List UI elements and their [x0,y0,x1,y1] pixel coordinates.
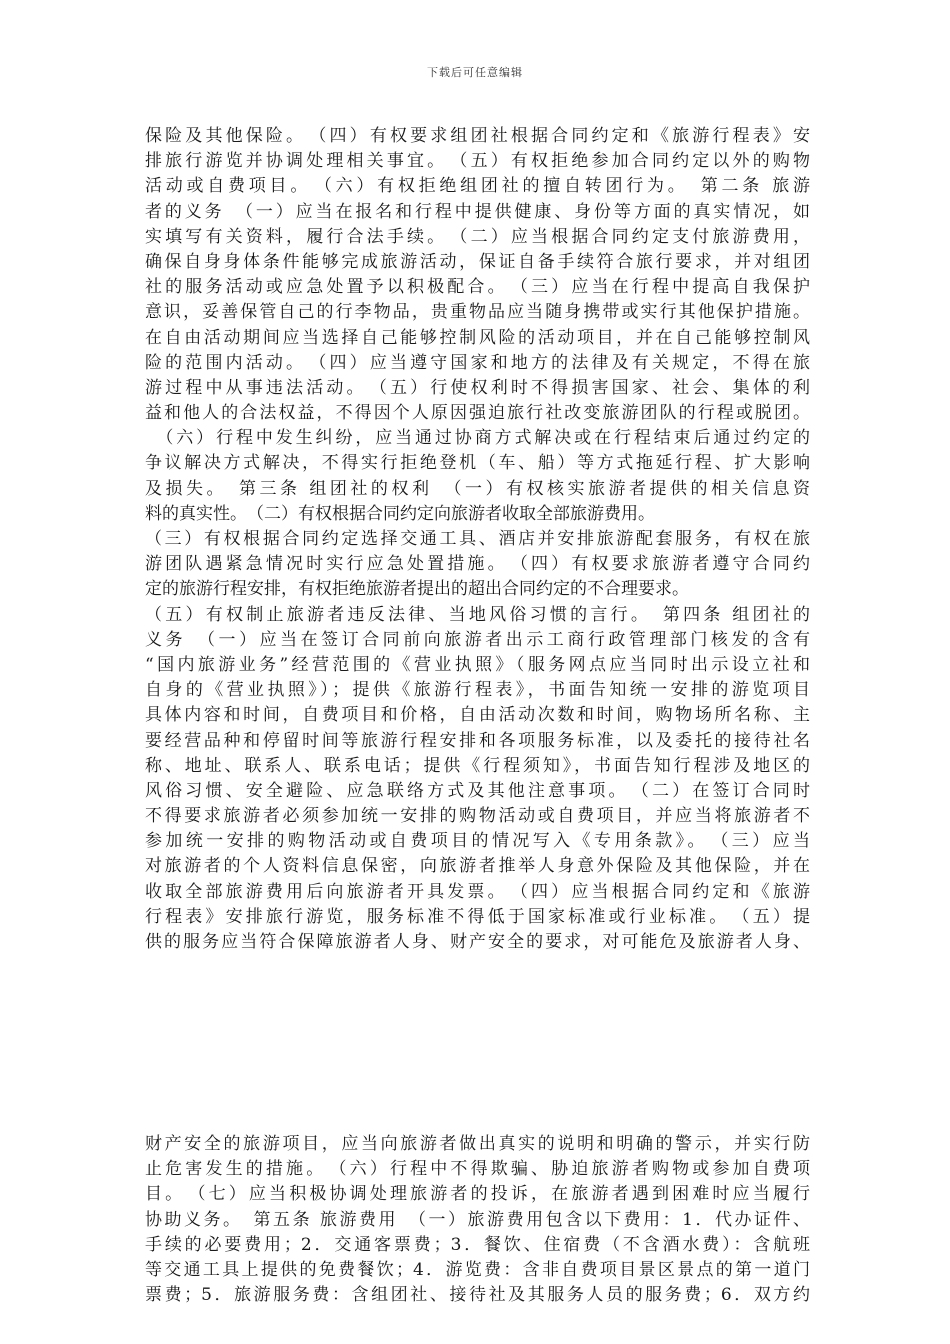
text-line: 实填写有关资料，履行合法手续。 （二）应当根据合同约定支付旅游费用， [145,226,810,247]
text-line: 在自由活动期间应当选择自己能够控制风险的活动项目，并在自己能够控制风 [145,327,810,348]
text-line: 收取全部旅游费用后向旅游者开具发票。 （四）应当根据合同约定和《旅游 [145,881,810,902]
text-line: 要经营品种和停留时间等旅游行程安排和各项服务标准，以及委托的接待社名 [145,730,810,751]
text-line: 及损失。 第三条 组团社的权利 （一）有权核实旅游者提供的相关信息资 [145,478,810,499]
text-line: 称、地址、联系人、联系电话；提供《行程须知》，书面告知行程涉及地区的 [145,755,810,776]
body-text-block-1 [145,124,810,955]
page-header: 下载后可任意编辑 [427,66,523,79]
text-line: 不得要求旅游者必须参加统一安排的购物活动或自费项目，并应当将旅游者不 [145,806,810,827]
text-line: “国内旅游业务”经营范围的《营业执照》（服务网点应当同时出示设立社和 [145,654,810,675]
text-line: 益和他人的合法权益，不得因个人原因强迫旅行社改变旅游团队的行程或脱团。 [145,403,810,424]
text-line: 社的服务活动或应急处置予以积极配合。 （三）应当在行程中提高自我保护 [145,277,810,298]
text-line: 排旅行游览并协调处理相关事宜。 （五）有权拒绝参加合同约定以外的购物 [145,151,810,172]
text-line: 行程表》安排旅行游览，服务标准不得低于国家标准或行业标准。 （五）提 [145,906,810,927]
text-line: 目。 （七）应当积极协调处理旅游者的投诉，在旅游者遇到困难时应当履行 [145,1184,810,1205]
text-line: （六）行程中发生纠纷，应当通过协商方式解决或在行程结束后通过约定的 [145,428,810,449]
text-line: （五）有权制止旅游者违反法律、当地风俗习惯的言行。 第四条 组团社的 [145,604,810,625]
text-line: 协助义务。 第五条 旅游费用 （一）旅游费用包含以下费用：1．代办证件、 [145,1209,810,1230]
text-line: 具体内容和时间，自费项目和价格，自由活动次数和时间，购物场所名称、主 [145,705,810,726]
text-line: 止危害发生的措施。 （六）行程中不得欺骗、胁迫旅游者购物或参加自费项 [145,1159,810,1180]
text-line: 游团队遇紧急情况时实行应急处置措施。 （四）有权要求旅游者遵守合同约 [145,554,810,575]
text-line: 等交通工具上提供的免费餐饮；4．游览费：含非自费项目景区景点的第一道门 [145,1259,810,1280]
text-line: 票费；5．旅游服务费：含组团社、接待社及其服务人员的服务费；6．双方约 [145,1285,810,1306]
text-line: 险的范围内活动。 （四）应当遵守国家和地方的法律及有关规定，不得在旅 [145,352,810,373]
text-line: 手续的必要费用；2．交通客票费；3．餐饮、住宿费（不含酒水费）：含航班 [145,1234,810,1255]
text-line: 者的义务 （一）应当在报名和行程中提供健康、身份等方面的真实情况，如 [145,201,810,222]
text-line: 财产安全的旅游项目，应当向旅游者做出真实的说明和明确的警示，并实行防 [145,1134,810,1154]
text-line: 对旅游者的个人资料信息保密，向旅游者推举人身意外保险及其他保险，并在 [145,856,810,877]
text-line: （三）有权根据合同约定选择交通工具、酒店并安排旅游配套服务，有权在旅 [145,529,810,549]
text-line: 自身的《营业执照》）；提供《旅游行程表》，书面告知统一安排的游览项目 [145,680,810,701]
text-line: 保险及其他保险。 （四）有权要求组团社根据合同约定和《旅游行程表》安 [145,126,810,146]
text-line: 料的真实性。 （二）有权根据合同约定向旅游者收取全部旅游费用。 [145,503,655,524]
text-line: 参加统一安排的购物活动或自费项目的情况写入《专用条款》。 （三）应当 [145,831,810,852]
body-text-block-2 [145,1132,810,1308]
text-line: 意识，妥善保管自己的行李物品，贵重物品应当随身携带或实行其他保护措施。 [145,302,810,323]
text-line: 游过程中从事违法活动。 （五）行使权利时不得损害国家、社会、集体的利 [145,377,810,398]
text-line: 定的旅游行程安排，有权拒绝旅游者提出的超出合同约定的不合理要求。 [145,579,689,600]
text-line: 风俗习惯、安全避险、应急联络方式及其他注意事项。 （二）在签订合同时 [145,780,810,801]
text-line: 确保自身身体条件能够完成旅游活动，保证自备手续符合旅行要求，并对组团 [145,251,810,272]
text-line: 争议解决方式解决，不得实行拒绝登机（车、船）等方式拖延行程、扩大影响 [145,453,810,474]
text-line: 活动或自费项目。 （六）有权拒绝组团社的擅自转团行为。 第二条 旅游 [145,176,810,197]
text-line: 义务 （一）应当在签订合同前向旅游者出示工商行政管理部门核发的含有 [145,629,810,650]
text-line: 供的服务应当符合保障旅游者人身、财产安全的要求，对可能危及旅游者人身、 [145,932,810,952]
